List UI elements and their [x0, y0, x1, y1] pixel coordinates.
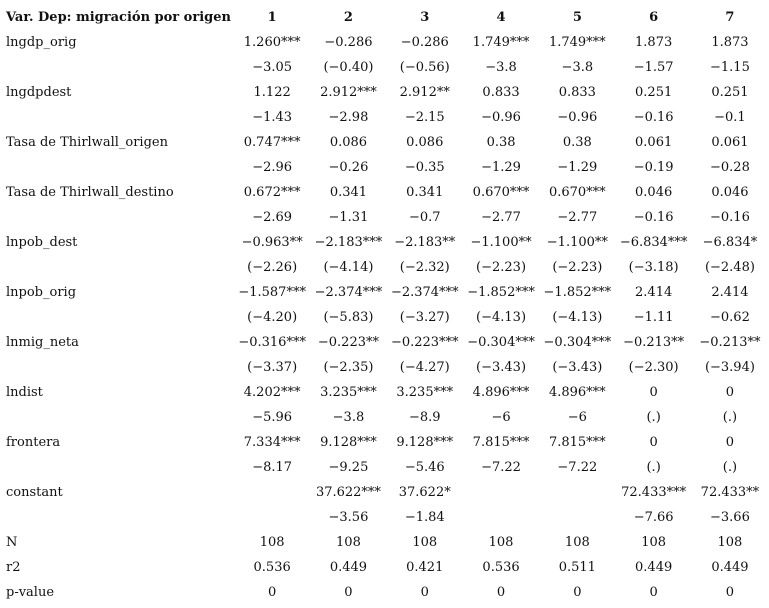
coefficient-cell: 0.38	[562, 135, 592, 150]
variable-label	[6, 405, 234, 430]
statistic-cell: −3.05	[252, 60, 293, 75]
coefficient-cell: 0	[268, 585, 277, 600]
coefficient-cell: −0.304***	[543, 335, 612, 350]
coefficient-cell: 0	[573, 585, 582, 600]
column-header: 4	[496, 10, 506, 25]
coefficient-cell: 0.833	[482, 85, 520, 100]
coefficient-cell: 0.833	[558, 85, 596, 100]
coefficient-cell: 108	[336, 535, 361, 550]
statistic-cell: (−2.23)	[476, 260, 527, 275]
table-row	[6, 530, 768, 555]
coefficient-cell: 0.449	[711, 560, 749, 575]
variable-label	[6, 305, 234, 330]
coefficient-cell: 37.622*	[398, 485, 451, 500]
statistic-cell: −2.15	[404, 110, 445, 125]
variable-label: Tasa de Thirlwall_origen	[6, 135, 168, 150]
statistic-cell: (−2.30)	[628, 360, 679, 375]
statistic-cell: (−2.23)	[552, 260, 603, 275]
variable-label	[6, 105, 234, 130]
coefficient-cell: −1.852***	[467, 285, 535, 300]
statistic-cell: −1.29	[557, 160, 598, 175]
coefficient-cell: 4.202***	[243, 385, 301, 400]
statistic-cell: (−4.13)	[476, 310, 527, 325]
variable-label	[6, 205, 234, 230]
statistic-cell: (−4.14)	[323, 260, 374, 275]
variable-label: N	[6, 535, 18, 550]
statistic-cell: −2.69	[252, 210, 293, 225]
statistic-cell: −0.7	[408, 210, 441, 225]
statistic-cell: −0.16	[633, 110, 674, 125]
column-header: 7	[725, 10, 735, 25]
coefficient-cell: 0.536	[482, 560, 520, 575]
coefficient-cell: 2.912***	[320, 85, 377, 100]
variable-label: lnpob_orig	[6, 285, 77, 300]
statistic-cell: (.)	[646, 410, 661, 425]
statistic-cell: (−3.27)	[399, 310, 450, 325]
column-header: 2	[343, 10, 353, 25]
coefficient-cell: 9.128***	[320, 435, 377, 450]
statistic-cell: (−3.43)	[552, 360, 603, 375]
column-header: 1	[267, 10, 277, 25]
statistic-cell: −5.46	[404, 460, 445, 475]
table-row-tstat	[6, 405, 768, 430]
statistic-cell	[463, 505, 539, 530]
table-row	[6, 280, 768, 305]
coefficient-cell: 0.747***	[243, 135, 301, 150]
variable-label	[6, 505, 234, 530]
coefficient-cell: 0.061	[635, 135, 673, 150]
statistic-cell: −0.96	[481, 110, 521, 125]
statistic-cell: −1.31	[328, 210, 369, 225]
statistic-cell: −2.77	[481, 210, 521, 225]
coefficient-cell: 7.815***	[548, 435, 606, 450]
table-row-tstat	[6, 155, 768, 180]
coefficient-cell: 0.046	[635, 185, 673, 200]
coefficient-cell: −0.213**	[699, 335, 761, 350]
coefficient-cell: 0.341	[406, 185, 444, 200]
coefficient-cell	[539, 480, 615, 505]
coefficient-cell: 1.873	[711, 35, 749, 50]
statistic-cell: −0.26	[328, 160, 369, 175]
variable-label	[6, 55, 234, 80]
statistic-cell: −5.96	[252, 410, 293, 425]
coefficient-cell: 0	[344, 585, 353, 600]
statistic-cell: −6	[567, 410, 587, 425]
statistic-cell: −0.62	[710, 310, 750, 325]
coefficient-cell: 2.414	[635, 285, 673, 300]
table-row-tstat	[6, 105, 768, 130]
table-body	[6, 30, 768, 605]
statistic-cell: −7.66	[633, 510, 674, 525]
coefficient-cell: 4.896***	[548, 385, 606, 400]
coefficient-cell: −0.304***	[467, 335, 535, 350]
statistic-cell: −2.77	[557, 210, 598, 225]
statistic-cell: −0.28	[710, 160, 750, 175]
variable-label	[6, 355, 234, 380]
coefficient-cell: 1.260***	[243, 35, 301, 50]
coefficient-cell: 108	[412, 535, 438, 550]
statistic-cell: −3.66	[710, 510, 750, 525]
coefficient-cell: −2.183**	[394, 235, 456, 250]
coefficient-cell: 0.061	[711, 135, 749, 150]
statistic-cell: (.)	[722, 410, 738, 425]
statistic-cell: −1.57	[633, 60, 674, 75]
table-row	[6, 230, 768, 255]
coefficient-cell: 0.341	[329, 185, 368, 200]
coefficient-cell	[234, 480, 310, 505]
coefficient-cell: 0	[649, 435, 658, 450]
coefficient-cell: −1.100**	[546, 235, 608, 250]
coefficient-cell: 3.235***	[320, 385, 377, 400]
statistic-cell: −0.16	[710, 210, 750, 225]
coefficient-cell: 3.235***	[396, 385, 454, 400]
coefficient-cell: 0.670***	[472, 185, 530, 200]
coefficient-cell: 4.896***	[472, 385, 530, 400]
coefficient-cell: 1.873	[635, 35, 673, 50]
coefficient-cell: 2.912**	[399, 85, 450, 100]
coefficient-cell: 72.433**	[700, 485, 760, 500]
statistic-cell: (−4.13)	[552, 310, 603, 325]
statistic-cell: −7.22	[481, 460, 521, 475]
table-row	[6, 80, 768, 105]
statistic-cell: −0.16	[633, 210, 674, 225]
statistic-cell: (−2.32)	[399, 260, 450, 275]
coefficient-cell: 0.046	[711, 185, 749, 200]
coefficient-cell	[463, 480, 539, 505]
table-row	[6, 555, 768, 580]
coefficient-cell: −0.316***	[238, 335, 306, 350]
statistic-cell: (−3.37)	[247, 360, 298, 375]
statistic-cell: (−0.56)	[399, 60, 450, 75]
coefficient-cell: 0	[649, 385, 658, 400]
statistic-cell: (.)	[646, 460, 661, 475]
coefficient-cell: 1.749***	[472, 35, 530, 50]
coefficient-cell: 108	[641, 535, 667, 550]
statistic-cell: −6	[491, 410, 511, 425]
coefficient-cell: −2.374***	[314, 285, 383, 300]
statistic-cell: −1.84	[404, 510, 445, 525]
statistic-cell: −3.8	[561, 60, 594, 75]
coefficient-cell: 0	[496, 585, 506, 600]
coefficient-cell: −0.963**	[241, 235, 303, 250]
regression-results-table	[6, 5, 768, 605]
coefficient-cell: 1.122	[253, 85, 291, 100]
coefficient-cell: 0.38	[486, 135, 516, 150]
table-row-tstat	[6, 55, 768, 80]
coefficient-cell: 0	[725, 585, 735, 600]
coefficient-cell: −1.852***	[543, 285, 612, 300]
dependent-variable-header: Var. Dep: migración por origen	[6, 10, 231, 25]
statistic-cell: −0.96	[557, 110, 598, 125]
statistic-cell	[234, 505, 310, 530]
variable-label	[6, 255, 234, 280]
variable-label: lnmig_neta	[6, 335, 79, 350]
header-row	[6, 5, 768, 30]
statistic-cell: (−2.26)	[247, 260, 298, 275]
statistic-cell: (−5.83)	[323, 310, 374, 325]
statistic-cell: (−3.94)	[704, 360, 755, 375]
statistic-cell: (−3.18)	[628, 260, 679, 275]
statistic-cell: −8.9	[408, 410, 441, 425]
statistic-cell: (−4.20)	[247, 310, 298, 325]
statistic-cell: −3.8	[485, 60, 517, 75]
statistic-cell: −9.25	[328, 460, 369, 475]
variable-label	[6, 155, 234, 180]
statistic-cell: −0.35	[404, 160, 445, 175]
coefficient-cell: −0.223***	[390, 335, 459, 350]
statistic-cell: −0.19	[633, 160, 674, 175]
coefficient-cell: 108	[717, 535, 743, 550]
statistic-cell: (−4.27)	[399, 360, 450, 375]
variable-label: lngdpdest	[6, 85, 72, 100]
coefficient-cell: 0.449	[635, 560, 673, 575]
table-row	[6, 430, 768, 455]
table-row	[6, 180, 768, 205]
coefficient-cell: 0.672***	[243, 185, 301, 200]
table-row-tstat	[6, 255, 768, 280]
coefficient-cell: 7.815***	[472, 435, 530, 450]
statistic-cell: −1.15	[710, 60, 750, 75]
coefficient-cell: 108	[488, 535, 514, 550]
variable-label: constant	[6, 485, 63, 500]
coefficient-cell: 2.414	[711, 285, 749, 300]
coefficient-cell: −0.223**	[317, 335, 379, 350]
variable-label: r2	[6, 560, 21, 575]
statistic-cell: −7.22	[557, 460, 598, 475]
variable-label: lnpob_dest	[6, 235, 78, 250]
statistic-cell: −2.96	[252, 160, 293, 175]
coefficient-cell: 9.128***	[396, 435, 454, 450]
coefficient-cell: −6.834***	[619, 235, 688, 250]
variable-label: frontera	[6, 435, 61, 450]
statistic-cell: (−2.35)	[323, 360, 374, 375]
coefficient-cell: 0.536	[253, 560, 291, 575]
coefficient-cell: 72.433***	[621, 485, 687, 500]
coefficient-cell: 0	[649, 585, 658, 600]
coefficient-cell: −0.286	[324, 35, 373, 50]
variable-label: p-value	[6, 585, 55, 600]
coefficient-cell: 1.749***	[548, 35, 606, 50]
column-header: 5	[572, 10, 582, 25]
table-row	[6, 130, 768, 155]
coefficient-cell: 0	[725, 385, 735, 400]
table-row-tstat	[6, 455, 768, 480]
coefficient-cell: 0.251	[711, 85, 749, 100]
coefficient-cell: 0.511	[558, 560, 596, 575]
statistic-cell: −8.17	[252, 460, 293, 475]
coefficient-cell: −0.213**	[623, 335, 685, 350]
coefficient-cell: 37.622***	[315, 485, 381, 500]
coefficient-cell: 7.334***	[243, 435, 301, 450]
coefficient-cell: −1.100**	[470, 235, 532, 250]
statistic-cell: (−2.48)	[704, 260, 755, 275]
statistic-cell: (−3.43)	[476, 360, 527, 375]
coefficient-cell: 0.670***	[548, 185, 606, 200]
coefficient-cell: 0	[420, 585, 429, 600]
statistic-cell: −3.56	[328, 510, 369, 525]
coefficient-cell: −2.374***	[390, 285, 459, 300]
table-row	[6, 30, 768, 55]
coefficient-cell: −1.587***	[238, 285, 306, 300]
statistic-cell: (−0.40)	[323, 60, 374, 75]
statistic-cell: (.)	[722, 460, 738, 475]
statistic-cell: −0.1	[714, 110, 746, 125]
coefficient-cell: −6.834*	[702, 235, 758, 250]
coefficient-cell: 108	[564, 535, 590, 550]
table-row	[6, 330, 768, 355]
coefficient-cell: −2.183***	[314, 235, 383, 250]
statistic-cell: −2.98	[328, 110, 369, 125]
table-row	[6, 380, 768, 405]
table-row-tstat	[6, 305, 768, 330]
coefficient-cell: 0.251	[635, 85, 673, 100]
table-row-tstat	[6, 505, 768, 530]
coefficient-cell: 0	[725, 435, 735, 450]
coefficient-cell: −0.286	[400, 35, 449, 50]
variable-label: lngdp_orig	[6, 35, 77, 50]
variable-label	[6, 455, 234, 480]
statistic-cell: −1.29	[481, 160, 521, 175]
coefficient-cell: 0.421	[406, 560, 444, 575]
variable-label: lndist	[6, 385, 43, 400]
table-row-tstat	[6, 205, 768, 230]
statistic-cell: −3.8	[332, 410, 365, 425]
coefficient-cell: 0.086	[406, 135, 444, 150]
table-row	[6, 480, 768, 505]
statistic-cell	[539, 505, 615, 530]
variable-label: Tasa de Thirlwall_destino	[6, 185, 174, 200]
coefficient-cell: 0.086	[329, 135, 368, 150]
table-row-tstat	[6, 355, 768, 380]
table-row	[6, 580, 768, 605]
column-header: 6	[649, 10, 659, 25]
coefficient-cell: 108	[259, 535, 285, 550]
statistic-cell: −1.11	[633, 310, 674, 325]
statistic-cell: −1.43	[252, 110, 293, 125]
column-header: 3	[420, 10, 430, 25]
coefficient-cell: 0.449	[329, 560, 368, 575]
